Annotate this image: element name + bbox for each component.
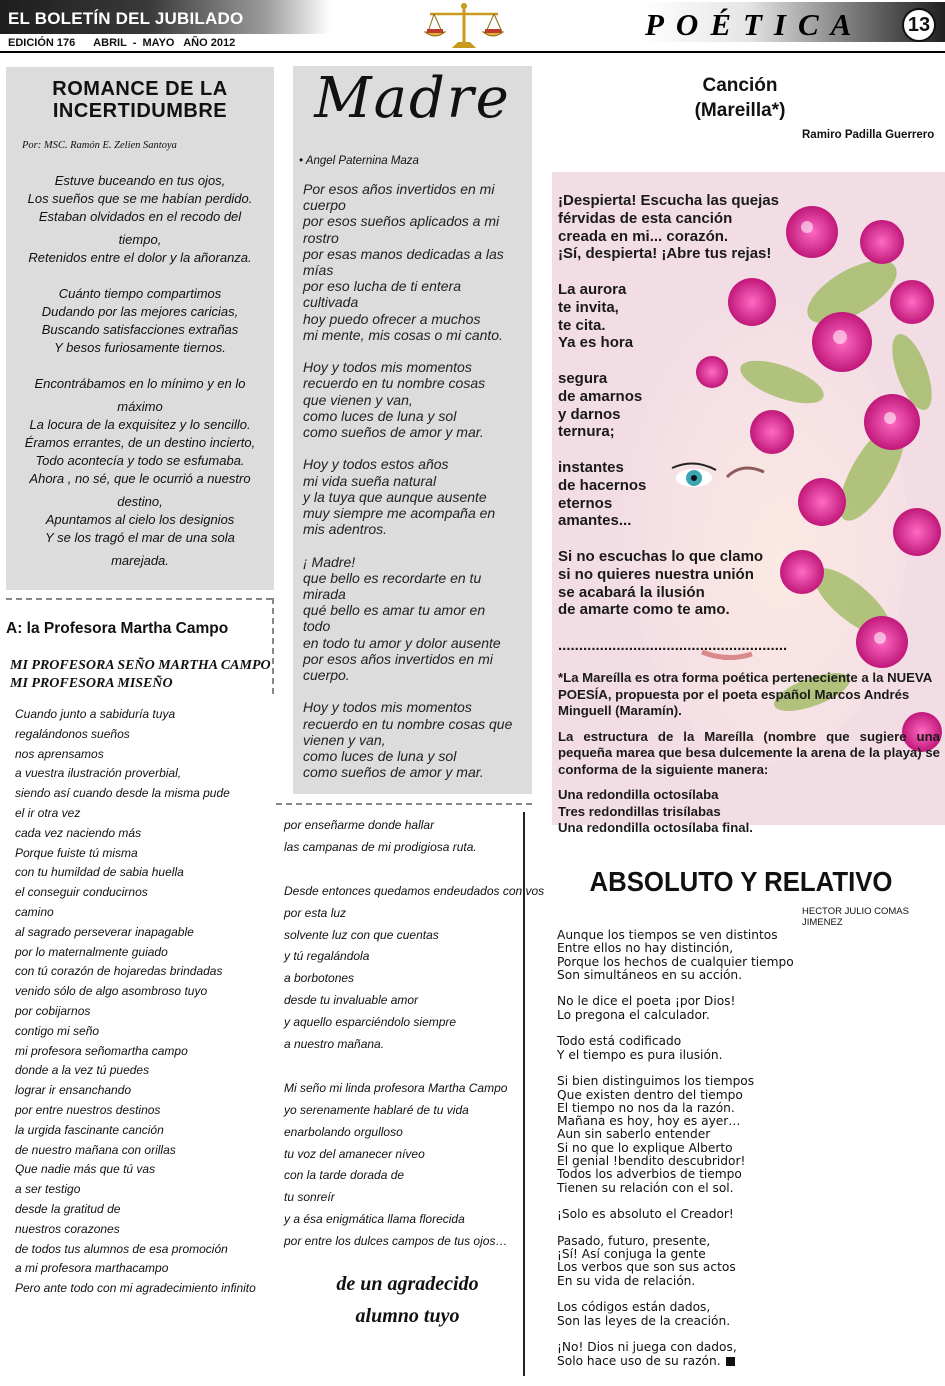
- poem-line: Todos los adverbios de tiempo: [557, 1167, 742, 1182]
- poem-line: con la tarde dorada de: [284, 1168, 405, 1183]
- martha-subtitle: [10, 657, 271, 693]
- edition-info: EDICIÓN 176 ABRIL - MAYO AÑO 2012: [8, 37, 236, 49]
- poem-line: muy siempre me acompaña en: [303, 505, 496, 522]
- poem-line: las campanas de mi prodigiosa ruta.: [284, 839, 477, 854]
- poem-line: Mañana es hoy, hoy es ayer…: [557, 1114, 741, 1129]
- poem-line: a ser testigo: [15, 1182, 81, 1197]
- poem-line: como sueños de amor y mar.: [303, 764, 484, 781]
- poem-line: de amarte como te amo.: [558, 601, 730, 619]
- poem-line: Si no que lo explique Alberto: [557, 1140, 733, 1155]
- romance-title-line: INCERTIDUMBRE: [52, 100, 228, 122]
- poem-line: Cuando junto a sabiduría tuya: [15, 707, 176, 721]
- stanza-break: [303, 683, 528, 699]
- poem-line: a vuestra ilustración proverbial,: [15, 766, 182, 781]
- stanza-break: [557, 1328, 937, 1341]
- poem-line: Todo acontecía y todo se esfumaba.: [35, 453, 245, 468]
- madre-title: Madre: [314, 66, 511, 131]
- poem-line: Los verbos que son sus actos: [557, 1260, 736, 1275]
- poem-line: y la tuya que aunque ausente: [303, 488, 487, 505]
- romance-title: [6, 78, 274, 122]
- poem-line: La locura de la exquisitez y lo sencillo.: [29, 417, 251, 432]
- poem-line: regalándonos sueños: [15, 726, 130, 741]
- poem-line: recuerdo en tu nombre cosas que: [303, 715, 513, 732]
- header-rule: [0, 51, 945, 53]
- poem-line: que vienen y van,: [303, 391, 413, 408]
- poem-line: a borbotones: [284, 971, 355, 986]
- martha-closing: [290, 1268, 525, 1332]
- poem-line: Son simultáneos en su acción.: [557, 967, 743, 982]
- poem-line: cultivada: [303, 294, 359, 311]
- poem-line: de amarnos: [558, 387, 643, 405]
- dashed-divider: [272, 598, 274, 694]
- poem-line: ¡Sí! Así conjuga la gente: [557, 1247, 706, 1262]
- poem-line: Si no escuchas lo que clamo: [558, 547, 764, 565]
- madre-poem: [303, 181, 528, 780]
- poem-line: hoy puedo ofrecer a muchos: [303, 310, 481, 327]
- romance-title-line: ROMANCE DE LA: [52, 78, 228, 100]
- stanza-break: [557, 982, 937, 995]
- poem-line: amantes...: [558, 512, 632, 530]
- poem-line: Que existen dentro del tiempo: [557, 1087, 743, 1102]
- poem-line: yo serenamente hablaré de tu vida: [284, 1102, 469, 1117]
- scales-of-justice-icon: [422, 2, 506, 50]
- stanza-break: [557, 1022, 937, 1035]
- poem-line: por lo maternalmente guiado: [15, 944, 168, 959]
- poem-line: Son las leyes de la creación.: [557, 1313, 731, 1328]
- stanza-break: [558, 619, 938, 637]
- poem-line: y aquello esparciéndolo siempre: [284, 1015, 457, 1030]
- poem-line: cuerpo.: [303, 667, 350, 684]
- poem-line: con tú corazón de hojaredas brindadas: [15, 964, 223, 979]
- absoluto-author: HECTOR JULIO COMAS JIMENEZ: [802, 906, 909, 928]
- poem-line: mías: [303, 262, 334, 279]
- stanza-break: [558, 441, 938, 459]
- poem-line: nos aprensamos: [15, 746, 104, 761]
- poem-line: qué bello es amar tu amor en: [303, 602, 486, 619]
- poem-line: ¡Solo es absoluto el Creador!: [557, 1207, 734, 1222]
- poem-line: eternos: [558, 494, 613, 512]
- newsletter-title: EL BOLETÍN DEL JUBILADO: [8, 9, 244, 28]
- poem-line: por cobijarnos: [15, 1003, 91, 1018]
- poem-line: tu sonreír: [284, 1190, 335, 1205]
- poem-line: la urgida fascinante canción: [15, 1122, 164, 1137]
- stanza-break: [284, 1056, 529, 1078]
- stanza-break: [557, 1062, 937, 1075]
- poem-line: Y besos furiosamente tiernos.: [54, 340, 226, 355]
- poem-line: Estuve buceando en tus ojos,: [54, 173, 226, 188]
- stanza-break: [557, 1222, 937, 1235]
- mareilla-definition: *La Mareílla es otra forma poética perteneciente a la NUEVA POESÍA, propuesta por el poeta español Marcos Andrés Minguell (Maramín).: [558, 670, 932, 718]
- poem-line: por entre los dulces campos de tus ojos…: [284, 1234, 508, 1249]
- martha-title: A: la Profesora Martha Campo: [6, 620, 229, 637]
- martha-subtitle-line: MI PROFESORA SEÑO MARTHA CAMPO: [10, 658, 271, 673]
- poem-line: Apuntamos al cielo los designios: [45, 512, 235, 527]
- poem-line: ¡ Madre!: [303, 553, 356, 570]
- madre-author: • Angel Paternina Maza: [299, 155, 419, 167]
- poem-line: camino: [15, 904, 54, 919]
- poem-line: ¡No! Dios ni juega con dados,: [557, 1340, 737, 1355]
- cancion-poem: [558, 192, 938, 655]
- poem-line: ¡Sí, despierta! ¡Abre tus rejas!: [558, 245, 772, 263]
- poem-line: férvidas de esta canción: [558, 209, 733, 227]
- poem-line: Ahora , no sé, que le ocurrió a nuestro: [29, 471, 251, 486]
- poem-line: segura: [558, 369, 608, 387]
- poem-line: rostro: [303, 229, 339, 246]
- poem-line: Hoy y todos estos años: [303, 456, 449, 473]
- poem-line: cuerpo: [303, 197, 346, 214]
- cancion-title-line: Canción: [702, 75, 778, 96]
- poem-line: Aunque los tiempos se ven distintos: [557, 928, 778, 942]
- poem-line: como luces de luna y sol: [303, 748, 457, 765]
- romance-poem: [10, 172, 270, 570]
- poem-line: como luces de luna y sol: [303, 407, 457, 424]
- poem-line: mi profesora señomartha campo: [15, 1043, 188, 1058]
- poem-line: Hoy y todos mis momentos: [303, 359, 472, 376]
- poem-line: Entre ellos no hay distinción,: [557, 941, 734, 956]
- poem-line: por esas manos dedicadas a las: [303, 245, 504, 262]
- poem-line: por enseñarme donde hallar: [284, 818, 435, 832]
- structure-line: Tres redondillas trisílabas: [558, 803, 721, 819]
- poem-line: Pero ante todo con mi agradecimiento infinito: [15, 1281, 256, 1296]
- dashed-divider: [276, 803, 532, 805]
- stanza-break: [303, 343, 528, 359]
- stanza-break: [558, 263, 938, 281]
- closing-line: de un agradecido: [336, 1273, 479, 1295]
- poem-line: a nuestro mañana.: [284, 1037, 385, 1052]
- poem-line: nuestros corazones: [15, 1221, 120, 1236]
- poem-line: instantes: [558, 458, 624, 476]
- poem-line: máximo: [117, 399, 163, 414]
- poem-line: Lo pregona el calculador.: [557, 1007, 710, 1022]
- structure-line: Una redondilla octosílaba final.: [558, 820, 753, 835]
- poem-line: vienen y van,: [303, 731, 386, 748]
- poem-line: tu voz del amanecer níveo: [284, 1146, 425, 1161]
- poem-line: mi mente, mis cosas o mi canto.: [303, 326, 503, 343]
- poem-line: Porque fuiste tú misma: [15, 845, 138, 860]
- cancion-title-line: (Mareilla*): [694, 100, 786, 121]
- poem-line: tiempo,: [118, 232, 162, 247]
- poem-line: No le dice el poeta ¡por Dios!: [557, 994, 736, 1009]
- poem-line: de todos tus alumnos de esa promoción: [15, 1241, 228, 1256]
- mareilla-structure-intro: La estructura de la Mareílla (nombre que sugiere una pequeña marea que besa dulcemente la arena de la playa) se conforma de la siguiente manera:: [558, 728, 940, 777]
- poem-line: de nuestro mañana con orillas: [15, 1142, 176, 1157]
- poem-line: Y se los tragó el mar de una sola: [45, 530, 235, 545]
- poem-line: Desde entonces quedamos endeudados con vos: [284, 883, 545, 898]
- poem-line: Buscando satisfacciones extrañas: [41, 322, 239, 337]
- poem-line: Todo está codificado: [557, 1034, 682, 1049]
- poem-line: y darnos: [558, 405, 621, 423]
- poem-line: si no quieres nuestra unión: [558, 565, 754, 583]
- poem-line: por esos años invertidos en mi: [303, 650, 493, 667]
- poem-line: Cuánto tiempo compartimos: [58, 286, 222, 301]
- poem-line: todo: [303, 618, 331, 635]
- closing-line: alumno tuyo: [355, 1305, 460, 1327]
- poem-line: al sagrado perseverar inapagable: [15, 924, 194, 939]
- poem-line: destino,: [117, 494, 163, 509]
- structure-line: Una redondilla octosílaba: [558, 787, 719, 802]
- poem-line: por entre nuestros destinos: [15, 1102, 161, 1117]
- poem-line: donde a la vez tú puedes: [15, 1063, 150, 1078]
- stanza-break: [558, 530, 938, 548]
- absoluto-title: ABSOLUTO Y RELATIVO: [589, 866, 893, 897]
- poem-line: Y el tiempo es pura ilusión.: [557, 1047, 723, 1062]
- section-title: POÉTICA: [645, 7, 864, 42]
- poem-line: en todo tu amor y dolor ausente: [303, 634, 501, 651]
- poem-line: Retenidos entre el dolor y la añoranza.: [28, 250, 252, 265]
- martha-poem-part2: [284, 815, 545, 1253]
- poem-line: de hacernos: [558, 476, 647, 494]
- poem-line: solvente luz con que cuentas: [284, 927, 439, 942]
- poem-line: Estaban olvidados en el recodo del: [38, 209, 242, 224]
- poem-line: Los códigos están dados,: [557, 1300, 711, 1315]
- poem-line: .......................................................: [558, 636, 788, 654]
- stanza-break: [10, 267, 270, 285]
- poem-line: mirada: [303, 586, 346, 603]
- poem-line: Que nadie más que tú vas: [15, 1162, 156, 1177]
- stanza-break: [10, 357, 270, 375]
- poem-line: creada en mi... corazón.: [558, 227, 729, 245]
- poem-line: El tiempo no nos da la razón.: [557, 1100, 735, 1115]
- stanza-break: [303, 440, 528, 456]
- poem-line: En su vida de relación.: [557, 1273, 696, 1288]
- poem-line: siendo así cuando desde la misma pude: [15, 786, 230, 801]
- poem-line: mi vida sueña natural: [303, 472, 437, 489]
- poem-line: recuerdo en tu nombre cosas: [303, 375, 486, 392]
- poem-line: el conseguir conducirnos: [15, 885, 148, 900]
- poem-line: Tienen su relación con el sol.: [557, 1180, 734, 1195]
- romance-author: Por: MSC. Ramón E. Zelien Santoya: [22, 140, 177, 151]
- poem-line: Aun sin saberlo entender: [557, 1127, 711, 1142]
- poem-line: Éramos errantes, de un destino incierto,: [24, 435, 256, 450]
- poem-line: Porque los hechos de cualquier tiempo: [557, 954, 794, 969]
- poem-line: Los sueños que se me habían perdido.: [27, 191, 253, 206]
- absoluto-poem: [557, 929, 937, 1368]
- poem-line: La aurora: [558, 280, 627, 298]
- poem-line: Dudando por las mejores caricias,: [41, 304, 239, 319]
- poem-line: por esos sueños aplicados a mi: [303, 213, 500, 230]
- poem-line: como sueños de amor y mar.: [303, 424, 484, 441]
- poem-line: Mi seño mi linda profesora Martha Campo: [284, 1080, 508, 1095]
- stanza-break: [558, 352, 938, 370]
- stanza-break: [557, 1195, 937, 1208]
- poem-line: te cita.: [558, 316, 606, 334]
- poem-line: a mi profesora marthacampo: [15, 1261, 169, 1276]
- poem-line: Hoy y todos mis momentos: [303, 699, 472, 716]
- mareilla-note: [558, 670, 940, 837]
- poem-line: Por esos años invertidos en mi: [303, 181, 495, 197]
- poem-line: que bello es recordarte en tu: [303, 569, 482, 586]
- poem-line: ¡Despierta! Escucha las quejas: [558, 192, 779, 209]
- poem-line: mis adentros.: [303, 521, 388, 538]
- poem-line: y a ésa enigmática llama florecida: [284, 1212, 465, 1227]
- cancion-author: Ramiro Padilla Guerrero: [802, 129, 935, 141]
- page-number: 13: [902, 8, 936, 42]
- poem-line: Solo hace uso de su razón.: [557, 1355, 937, 1368]
- poem-line: se acabará la ilusión: [558, 583, 705, 601]
- poem-line: cada vez naciendo más: [15, 825, 142, 840]
- cancion-title: [620, 73, 860, 123]
- poem-line: por eso lucha de ti entera: [303, 278, 461, 295]
- poem-line: lograr ir ensanchando: [15, 1083, 132, 1098]
- poem-line: por esta luz: [284, 905, 347, 920]
- poem-line: con tu humildad de sabia huella: [15, 865, 184, 880]
- poem-line: y tú regalándola: [284, 949, 370, 964]
- martha-subtitle-line: MI PROFESORA MISEÑO: [10, 676, 173, 691]
- poem-line: venido sólo de algo asombroso tuyo: [15, 984, 208, 999]
- poem-line: Si bien distinguimos los tiempos: [557, 1074, 755, 1089]
- poem-line: Encontrábamos en lo mínimo y en lo: [34, 376, 246, 391]
- poem-line: contigo mi seño: [15, 1023, 100, 1038]
- stanza-break: [557, 1288, 937, 1301]
- martha-poem-part1: [15, 705, 273, 1299]
- poem-line: desde tu invaluable amor: [284, 993, 419, 1008]
- poem-line: Pasado, futuro, presente,: [557, 1233, 711, 1248]
- stanza-break: [303, 537, 528, 553]
- poem-line: marejada.: [111, 553, 169, 568]
- poem-line: te invita,: [558, 298, 619, 316]
- poem-line: ternura;: [558, 423, 615, 441]
- dashed-divider: [6, 598, 272, 600]
- end-mark-icon: [726, 1357, 735, 1366]
- poem-line: desde la gratitud de: [15, 1201, 121, 1216]
- poem-line: El genial !bendito descubridor!: [557, 1154, 746, 1169]
- poem-line: Ya es hora: [558, 334, 634, 352]
- poem-line: enarbolando orgulloso: [284, 1124, 403, 1139]
- poem-line: el ir otra vez: [15, 805, 81, 820]
- stanza-break: [284, 859, 529, 881]
